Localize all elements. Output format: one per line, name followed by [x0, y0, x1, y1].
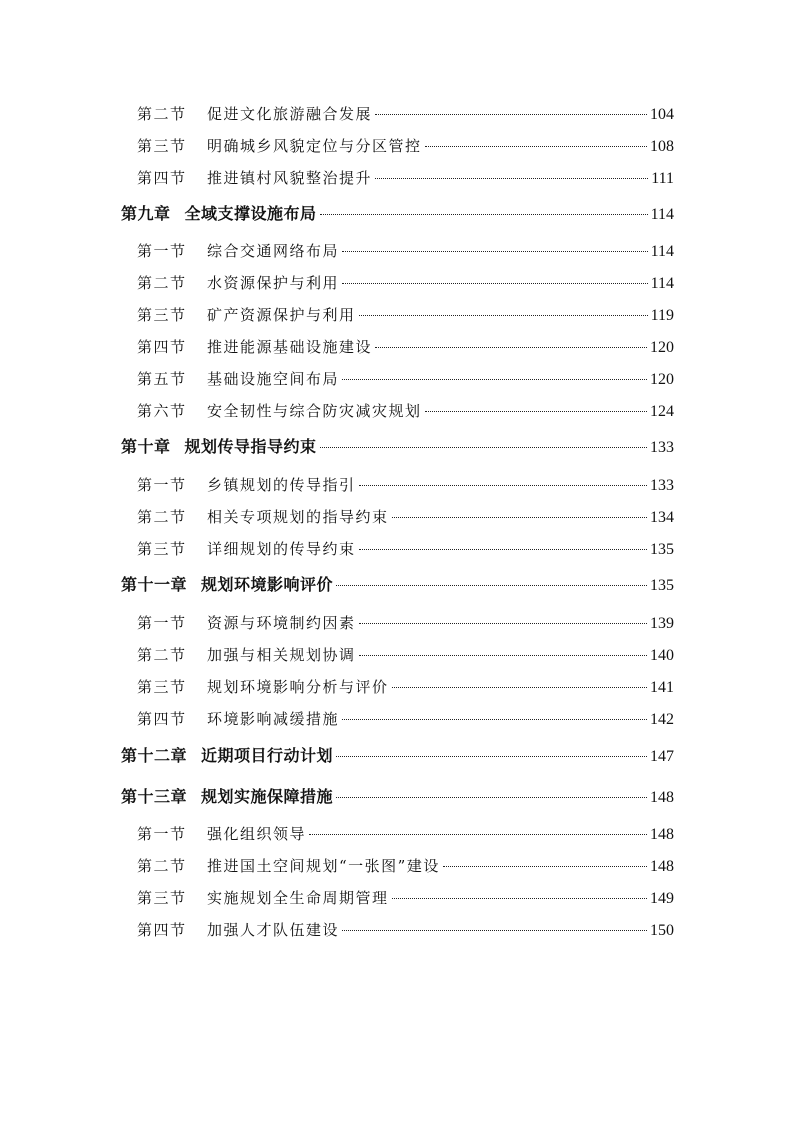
- toc-chapter-title: 规划传导指导约束: [184, 437, 317, 456]
- toc-chapter-page: 147: [650, 748, 674, 765]
- toc-entry-number: 第三节: [137, 306, 187, 324]
- toc-chapter[interactable]: [121, 201, 674, 225]
- toc-chapter-title: 近期项目行动计划: [201, 746, 334, 765]
- toc-entry-number: 第三节: [137, 540, 187, 558]
- toc-chapter-page: 135: [650, 577, 674, 594]
- toc-entry-number: 第六节: [137, 402, 187, 420]
- toc-entry[interactable]: [137, 103, 674, 127]
- toc-entry[interactable]: [137, 400, 674, 424]
- toc-entry-title: 资源与环境制约因素: [207, 614, 356, 632]
- toc-entry-title: 实施规划全生命周期管理: [207, 889, 389, 907]
- toc-entry-title: 促进文化旅游融合发展: [207, 105, 373, 123]
- toc-entry-title: 相关专项规划的指导约束: [207, 508, 389, 526]
- toc-entry-page: 142: [650, 711, 674, 728]
- toc-entry[interactable]: [137, 855, 674, 879]
- dot-leader: [342, 283, 648, 284]
- toc-entry-number: 第二节: [137, 646, 187, 664]
- dot-leader: [359, 485, 647, 486]
- toc-entry-page: 114: [650, 275, 674, 292]
- toc-entry-title: 乡镇规划的传导指引: [207, 476, 356, 494]
- toc-entry[interactable]: [137, 676, 674, 700]
- toc-chapter[interactable]: [121, 743, 674, 767]
- dot-leader: [443, 866, 647, 867]
- toc-entry-page: 148: [650, 826, 674, 843]
- toc-entry-page: 104: [650, 106, 674, 123]
- toc-entry-title: 加强与相关规划协调: [207, 646, 356, 664]
- dot-leader: [320, 447, 647, 448]
- toc-entry[interactable]: [137, 336, 674, 360]
- toc-entry-number: 第一节: [137, 242, 187, 260]
- toc-entry[interactable]: [137, 612, 674, 636]
- toc-entry[interactable]: [137, 644, 674, 668]
- toc-chapter-title: 规划实施保障措施: [201, 787, 334, 806]
- toc-entry[interactable]: [137, 506, 674, 530]
- toc-entry-number: 第三节: [137, 678, 187, 696]
- toc-entry-page: 120: [650, 371, 674, 388]
- toc-entry-title: 推进国土空间规划“一张图”建设: [207, 857, 440, 875]
- toc-entry-page: 108: [650, 138, 674, 155]
- dot-leader: [375, 347, 647, 348]
- toc-chapter[interactable]: [121, 434, 674, 458]
- toc-entry-number: 第四节: [137, 338, 187, 356]
- toc-entry[interactable]: [137, 304, 674, 328]
- toc-entry-page: 134: [650, 509, 674, 526]
- toc-chapter-page: 114: [650, 206, 674, 223]
- dot-leader: [359, 549, 647, 550]
- toc-entry-page: 148: [650, 858, 674, 875]
- dot-leader: [342, 930, 647, 931]
- toc-entry[interactable]: [137, 272, 674, 296]
- dot-leader: [320, 214, 648, 215]
- toc-chapter-page: 148: [650, 789, 674, 806]
- toc-entry-number: 第四节: [137, 710, 187, 728]
- toc-entry-number: 第四节: [137, 921, 187, 939]
- toc-chapter-number: 第九章: [121, 204, 171, 223]
- toc-entry-page: 139: [650, 615, 674, 632]
- toc-entry-number: 第二节: [137, 274, 187, 292]
- toc-entry[interactable]: [137, 167, 674, 191]
- toc-entry-title: 矿产资源保护与利用: [207, 306, 356, 324]
- dot-leader: [342, 379, 647, 380]
- dot-leader: [359, 623, 647, 624]
- toc-entry-title: 安全韧性与综合防灾减灾规划: [207, 402, 422, 420]
- dot-leader: [309, 834, 647, 835]
- dot-leader: [375, 114, 647, 115]
- dot-leader: [359, 315, 648, 316]
- toc-entry-page: 141: [650, 679, 674, 696]
- dot-leader: [342, 719, 647, 720]
- toc-entry-title: 加强人才队伍建设: [207, 921, 340, 939]
- toc-entry-title: 环境影响减缓措施: [207, 710, 340, 728]
- toc-chapter[interactable]: [121, 572, 674, 596]
- toc-entry-page: 133: [650, 477, 674, 494]
- dot-leader: [342, 251, 648, 252]
- toc-entry-number: 第三节: [137, 889, 187, 907]
- toc-entry-title: 综合交通网络布局: [207, 242, 340, 260]
- toc-entry-title: 基础设施空间布局: [207, 370, 340, 388]
- toc-entry-number: 第二节: [137, 857, 187, 875]
- toc-entry[interactable]: [137, 135, 674, 159]
- toc-entry-page: 111: [651, 170, 674, 187]
- toc-entry-page: 119: [650, 307, 674, 324]
- toc-entry[interactable]: [137, 823, 674, 847]
- toc-entry[interactable]: [137, 474, 674, 498]
- toc-chapter-number: 第十一章: [121, 575, 188, 594]
- toc-entry[interactable]: [137, 368, 674, 392]
- toc-entry-number: 第一节: [137, 825, 187, 843]
- toc-chapter[interactable]: [121, 784, 674, 808]
- toc-entry-title: 推进能源基础设施建设: [207, 338, 373, 356]
- toc-entry-page: 150: [650, 922, 674, 939]
- toc-entry-title: 明确城乡风貌定位与分区管控: [207, 137, 422, 155]
- toc-entry-number: 第二节: [137, 508, 187, 526]
- toc-chapter-number: 第十三章: [121, 787, 188, 806]
- toc-entry-number: 第一节: [137, 476, 187, 494]
- dot-leader: [336, 797, 647, 798]
- toc-entry-title: 规划环境影响分析与评价: [207, 678, 389, 696]
- toc-entry-title: 推进镇村风貌整治提升: [207, 169, 373, 187]
- toc-entry[interactable]: [137, 708, 674, 732]
- toc-entry-page: 149: [650, 890, 674, 907]
- dot-leader: [336, 756, 647, 757]
- dot-leader: [392, 517, 647, 518]
- toc-chapter-number: 第十二章: [121, 746, 188, 765]
- toc-entry-page: 140: [650, 647, 674, 664]
- toc-entry[interactable]: [137, 538, 674, 562]
- toc-chapter-number: 第十章: [121, 437, 171, 456]
- dot-leader: [359, 655, 647, 656]
- dot-leader: [336, 585, 647, 586]
- toc-entry-page: 120: [650, 339, 674, 356]
- dot-leader: [425, 411, 647, 412]
- toc-entry-title: 详细规划的传导约束: [207, 540, 356, 558]
- dot-leader: [375, 178, 648, 179]
- toc-chapter-title: 全域支撑设施布局: [184, 204, 317, 223]
- dot-leader: [425, 146, 647, 147]
- dot-leader: [392, 687, 647, 688]
- toc-entry[interactable]: [137, 919, 674, 943]
- toc-entry-page: 135: [650, 541, 674, 558]
- toc-entry-page: 114: [650, 243, 674, 260]
- toc-entry-number: 第一节: [137, 614, 187, 632]
- toc-entry-number: 第二节: [137, 105, 187, 123]
- dot-leader: [392, 898, 647, 899]
- toc-entry[interactable]: [137, 240, 674, 264]
- toc-entry-number: 第三节: [137, 137, 187, 155]
- toc-entry-page: 124: [650, 403, 674, 420]
- toc-entry[interactable]: [137, 887, 674, 911]
- toc-entry-number: 第四节: [137, 169, 187, 187]
- toc-chapter-page: 133: [650, 439, 674, 456]
- toc-entry-number: 第五节: [137, 370, 187, 388]
- toc-chapter-title: 规划环境影响评价: [201, 575, 334, 594]
- toc-entry-title: 水资源保护与利用: [207, 274, 340, 292]
- toc-entry-title: 强化组织领导: [207, 825, 307, 843]
